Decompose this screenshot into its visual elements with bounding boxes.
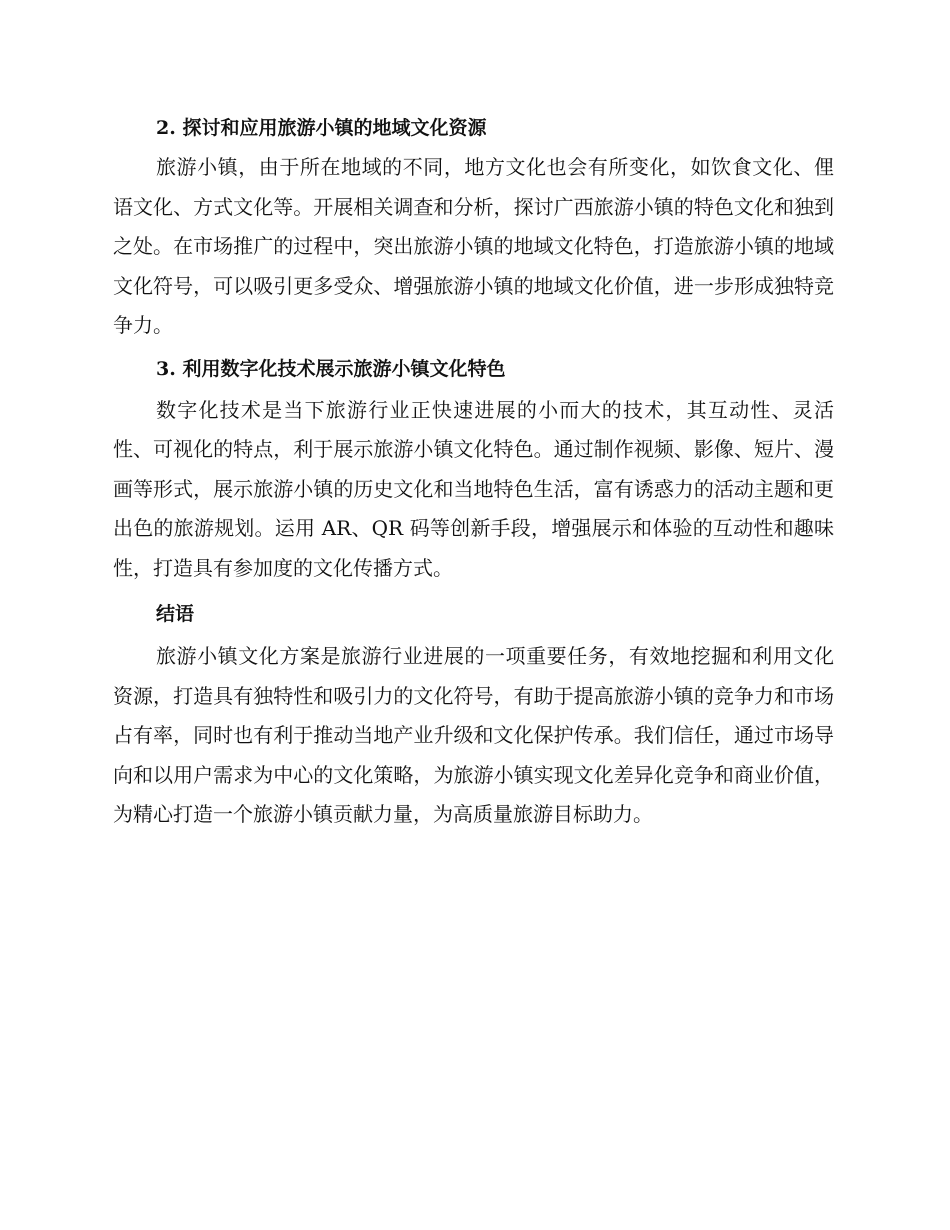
- section-heading-regional-culture: 2. 探讨和应用旅游小镇的地域文化资源: [156, 117, 487, 139]
- section-paragraph-digital-technology: 数字化技术是当下旅游行业正快速进展的小而大的技术，其互动性、灵活性、可视化的特点，利于展示旅游小镇文化特色。通过制作视频、影像、短片、漫画等形式，展示旅游小镇的历史文化和当地特色生活，富有诱惑力的活动主题和更出色的旅游规划。运用 AR、QR 码等创新手段，增强展示和体验的互动性和趣味性，打造具有参加度的文化传播方式。: [113, 397, 834, 580]
- document-body: [113, 108, 834, 835]
- section-heading-digital-technology: 3. 利用数字化技术展示旅游小镇文化特色: [156, 357, 506, 380]
- section-paragraph-regional-culture: 旅游小镇，由于所在地域的不同，地方文化也会有所变化，如饮食文化、俚语文化、方式文化等。开展相关调查和分析，探讨广西旅游小镇的特色文化和独到之处。在市场推广的过程中，突出旅游小镇的地域文化特色，打造旅游小镇的地域文化符号，可以吸引更多受众、增强旅游小镇的地域文化价值，进一步形成独特竞争力。: [113, 155, 834, 337]
- section-paragraph-conclusion: 旅游小镇文化方案是旅游行业进展的一项重要任务，有效地挖掘和利用文化资源，打造具有独特性和吸引力的文化符号，有助于提高旅游小镇的竞争力和市场占有率，同时也有利于推动当地产业升级和文化保护传承。我们信任，通过市场导向和以用户需求为中心的文化策略，为旅游小镇实现文化差异化竞争和商业价值，为精心打造一个旅游小镇贡献力量，为高质量旅游目标助力。: [113, 644, 834, 826]
- section-heading-conclusion: 结语: [156, 603, 195, 625]
